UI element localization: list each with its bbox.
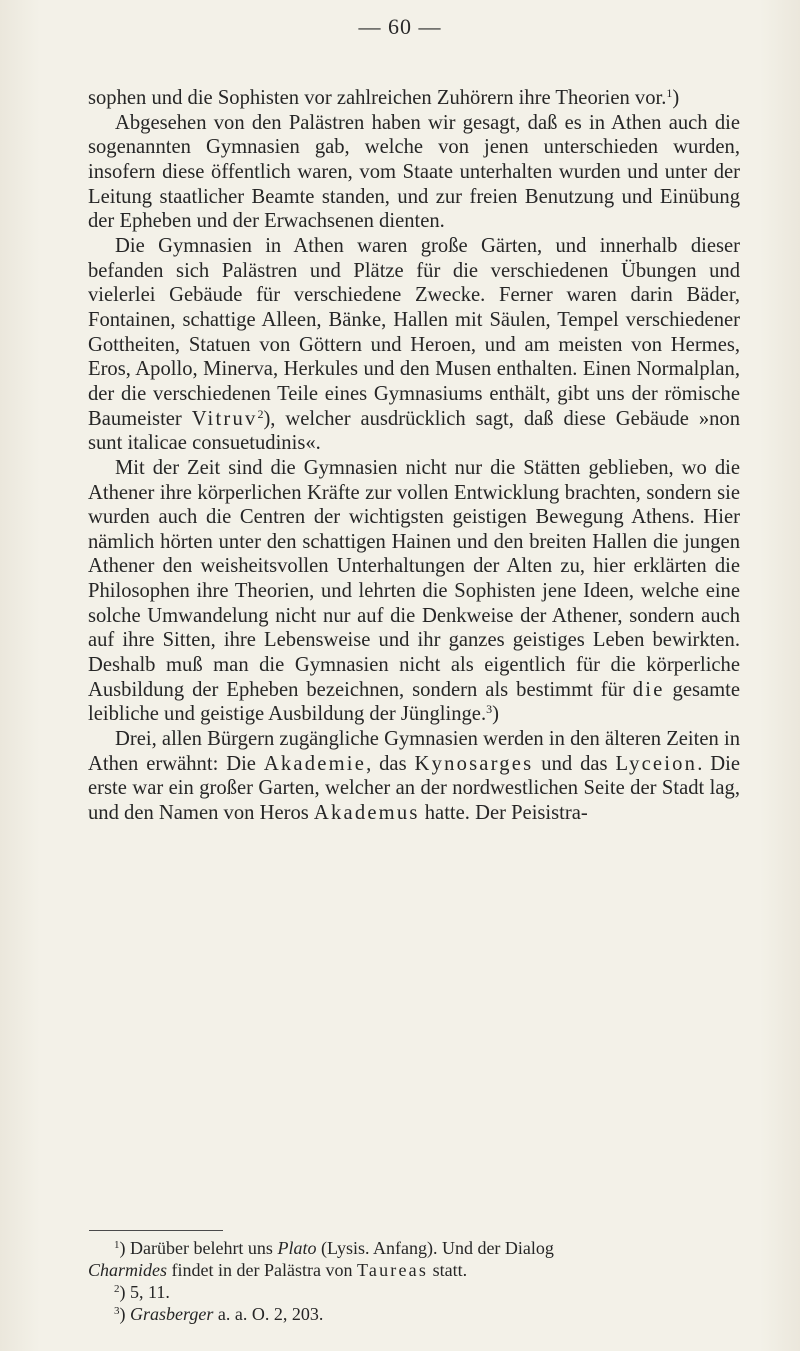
paragraph-text: hatte. Der Peisistra- <box>419 802 588 825</box>
footnote-text: a. a. O. 2, 203. <box>213 1304 324 1324</box>
footnote-text: ) 5, 11. <box>119 1282 170 1302</box>
footnote-1 <box>88 1237 740 1259</box>
footnote-number: 2 <box>114 1283 120 1295</box>
spaced-name-akademie: Akademie <box>263 752 367 775</box>
footnote-number: 3 <box>114 1305 120 1317</box>
paragraph-4 <box>88 456 740 727</box>
paragraph-text: . Die erste war ein großer Garten, welcher an der nordwestlichen Seite der Stadt lag, und den Namen von Heros <box>88 752 740 825</box>
paragraph-text: Die Gymnasien in Athen waren große Gärten, und innerhalb dieser befanden sich Palästren und Plätze für die verschiedenen Übungen und vielerlei Gebäude für verschiedene Zwecke. Ferner waren darin Bäder, Fontainen, schattige Alleen, Bänke, Hallen mit Säulen, Tempel verschiedener Gottheiten, Statuen von Göttern und Heroen, und am meisten von Hermes, Eros, Apollo, Minerva, Herkules und den Musen enthalten. Einen Normalplan, der die verschiedenen Teile eines Gymnasiums enthält, gibt uns der römische Baumeister <box>88 234 740 430</box>
paragraph-text: Mit der Zeit sind die Gymnasien nicht nur die Stätten geblieben, wo die Athener ihre körperlichen Kräfte zur vollen Entwicklung brachten, sondern sie wurden auch die Centren der wichtigsten geistigen Bewegung Athens. Hier nämlich hörten unter den schattigen Hainen und den breiten Hallen die jungen Athener den weisheitsvollen Unterhaltungen der Alten zu, hier erklärten die Philosophen ihre Theorien, und lehrten die Sophisten jene Ideen, welche eine solche Umwandelung nicht nur auf die Denkweise der Athener, sondern auch auf ihre Sitten, ihre Lebensweise und ihr ganzes geistiges Leben bewirkten. Deshalb muß man die Gymnasien nicht als eigentlich für die körperliche Ausbildung der Epheben bezeichnen, sondern als bestimmt für <box>88 456 740 701</box>
footnote-2 <box>88 1281 740 1303</box>
footnote-3 <box>88 1303 740 1325</box>
spaced-name-taureas: Taureas <box>356 1260 429 1280</box>
footnote-italic-charmides: Charmides <box>88 1260 168 1280</box>
paragraph-3 <box>88 234 740 456</box>
footnote-number: 1 <box>114 1239 120 1251</box>
paragraph-text: ) <box>492 703 499 726</box>
spaced-word-die: die <box>632 678 665 701</box>
page-number-header: — 60 — <box>358 14 442 39</box>
spaced-name-akademus: Akademus <box>313 802 420 825</box>
paragraph-text: ) <box>672 87 680 109</box>
footnote-separator <box>89 1230 223 1231</box>
footnote-text: findet in der Palästra von <box>167 1260 357 1280</box>
footnote-italic-grasberger: Grasberger <box>130 1304 214 1324</box>
paragraph-text: Abgesehen von den Palästren haben wir gesagt, daß es in Athen auch die sogenannten Gymnasien gab, welche von jenen unterschieden wurden, insofern diese öffentlich waren, vom Staate unterhalten wurden und unter der Leitung staatlicher Beamte standen, und zur freien Benutzung und Einübung der Epheben und der Erwachsenen dienten. <box>88 111 740 233</box>
footnote-ref: 1 <box>666 86 673 100</box>
footnote-ref: 2 <box>257 406 264 421</box>
main-text-block <box>88 86 740 826</box>
footnote-1-continued <box>88 1259 740 1281</box>
paragraph-text: sophen und die Sophisten vor zahlreichen Zuhörern ihre Theorien vor. <box>88 87 667 109</box>
paragraph-text: und das <box>533 752 616 775</box>
paragraph-2 <box>88 111 740 234</box>
footnote-text: (Lysis. Anfang). Und der Dialog <box>316 1238 554 1258</box>
spaced-name-lyceion: Lyceion <box>615 752 698 775</box>
footnote-text: statt. <box>428 1260 468 1280</box>
spaced-name-kynosarges: Kynosarges <box>414 752 534 775</box>
paragraph-text: Drei, allen Bürgern zugängliche Gymnasien werden in den älteren Zeiten in Athen erwähnt: Die <box>88 728 740 775</box>
footnotes-block <box>88 1237 740 1325</box>
spaced-name-vitruv: Vitruv <box>191 407 258 430</box>
paragraph-1 <box>88 86 740 111</box>
paragraph-5 <box>88 727 740 826</box>
paragraph-text: ), welcher ausdrücklich sagt, daß diese Gebäude »non sunt italicae consuetudinis«. <box>88 407 741 455</box>
footnote-text: ) Darüber belehrt uns <box>119 1238 278 1258</box>
paragraph-text: , das <box>366 752 415 775</box>
footnote-ref: 3 <box>486 702 493 717</box>
paragraph-text: gesamte leibliche und geistige Ausbildung der Jünglinge. <box>88 678 740 726</box>
footnote-italic-plato: Plato <box>277 1238 317 1258</box>
footnote-text: ) <box>119 1304 130 1324</box>
